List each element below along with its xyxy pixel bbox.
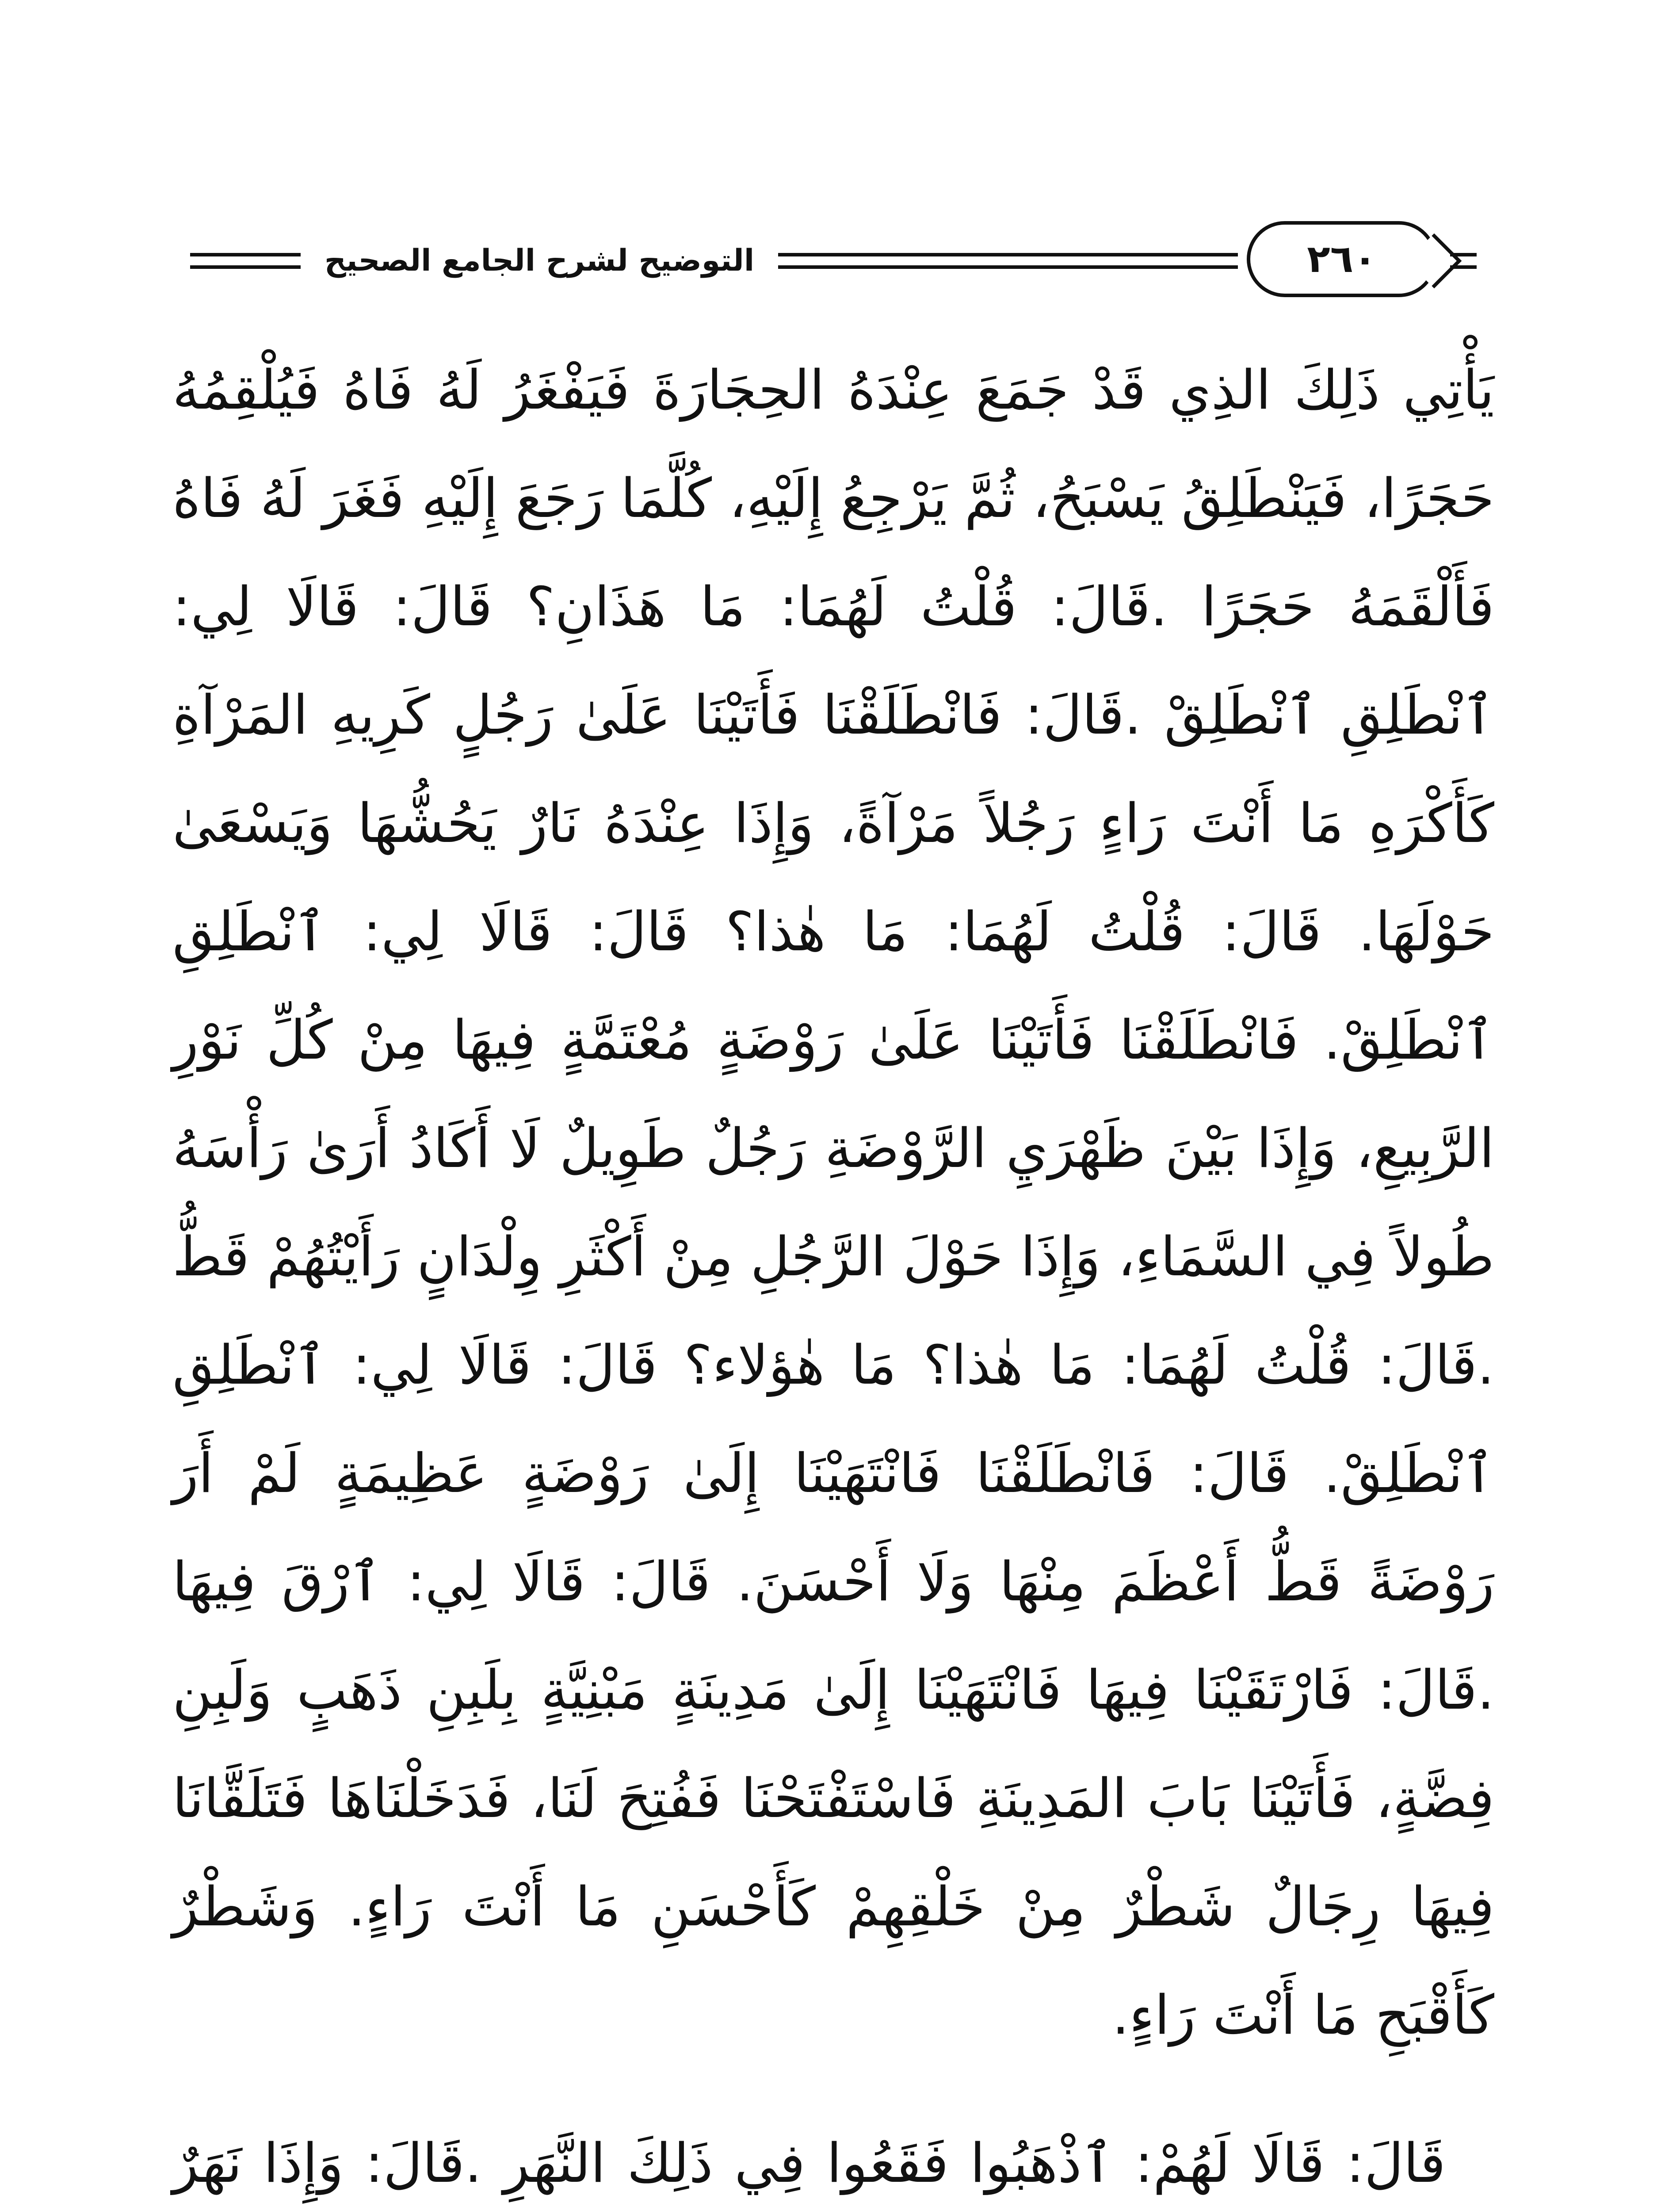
header-double-rule-left	[190, 253, 301, 269]
header-double-rule-middle	[778, 253, 1238, 269]
page-number: ٢٦٠	[1307, 237, 1377, 281]
main-text	[172, 336, 1494, 2211]
text-paragraph-2: قَالَ: قَالَا لَهُمْ: ٱذْهَبُوا فَقَعُوا فِي ذَلِكَ النَّهَرِ .قَالَ: وَإِذَا نَهَرٌ	[172, 2132, 1446, 2195]
page-number-frame	[1247, 221, 1437, 297]
page-header	[190, 221, 1481, 301]
text-paragraph-1: يَأْتِي ذَلِكَ الذِي قَدْ جَمَعَ عِنْدَهُ الحِجَارَةَ فَيَفْغَرُ لَهُ فَاهُ فَيُلْقِمُهُ حَجَرًا، فَيَنْطَلِقُ يَسْبَحُ، ثُمَّ يَرْجِعُ إِلَيْهِ، كُلَّمَا رَجَعَ إِلَيْهِ فَغَرَ لَهُ فَاهُ فَأَلْقَمَهُ حَجَرًا .قَالَ: قُلْتُ لَهُمَا: مَا هَذَانِ؟ قَالَ: قَالَا لِي: ٱنْطَلِقِ ٱنْطَلِقْ .قَالَ: فَانْطَلَقْنَا فَأَتَيْنَا عَلَىٰ رَجُلٍ كَرِيهِ المَرْآةِ كَأَكْرَهِ مَا أَنْتَ رَاءٍ رَجُلاً مَرْآةً، وَإِذَا عِنْدَهُ نَارٌ يَحُشُّهَا وَيَسْعَىٰ حَوْلَهَا. قَالَ: قُلْتُ لَهُمَا: مَا هٰذا؟ قَالَ: قَالَا لِي: ٱنْطَلِقِ ٱنْطَلِقْ. فَانْطَلَقْنَا فَأَتَيْنَا عَلَىٰ رَوْضَةٍ مُعْتَمَّةٍ فِيهَا مِنْ كُلِّ نَوْرِ الرَّبِيعِ، وَإِذَا بَيْنَ ظَهْرَيِ الرَّوْضَةِ رَجُلٌ طَوِيلٌ لَا أَكَادُ أَرَىٰ رَأْسَهُ طُولاً فِي السَّمَاءِ، وَإِذَا حَوْلَ الرَّجُلِ مِنْ أَكْثَرِ وِلْدَانٍ رَأَيْتُهُمْ قَطُّ .قَالَ: قُلْتُ لَهُمَا: مَا هٰذا؟ مَا هٰؤلاء؟ قَالَ: قَالَا لِي: ٱنْطَلِقِ ٱنْطَلِقْ. قَالَ: فَانْطَلَقْنَا فَانْتَهَيْنَا إِلَىٰ رَوْضَةٍ عَظِيمَةٍ لَمْ أَرَ رَوْضَةً قَطُّ أَعْظَمَ مِنْهَا وَلَا أَحْسَنَ. قَالَ: قَالَا لِي: ٱرْقَ فِيهَا .قَالَ: فَارْتَقَيْنَا فِيهَا فَانْتَهَيْنَا إِلَىٰ مَدِينَةٍ مَبْنِيَّةٍ بِلَبِنِ ذَهَبٍ وَلَبِنِ فِضَّةٍ، فَأَتَيْنَا بَابَ المَدِينَةِ فَاسْتَفْتَحْنَا فَفُتِحَ لَنَا، فَدَخَلْنَاهَا فَتَلَقَّانَا فِيهَا رِجَالٌ شَطْرٌ مِنْ خَلْقِهِمْ كَأَحْسَنِ مَا أَنْتَ رَاءٍ. وَشَطْرٌ كَأَقْبَحِ مَا أَنْتَ رَاءٍ.	[172, 359, 1494, 2047]
header-double-rule-right	[1450, 253, 1477, 269]
running-title: التوضيح لشرح الجامع الصحيح	[324, 243, 755, 278]
